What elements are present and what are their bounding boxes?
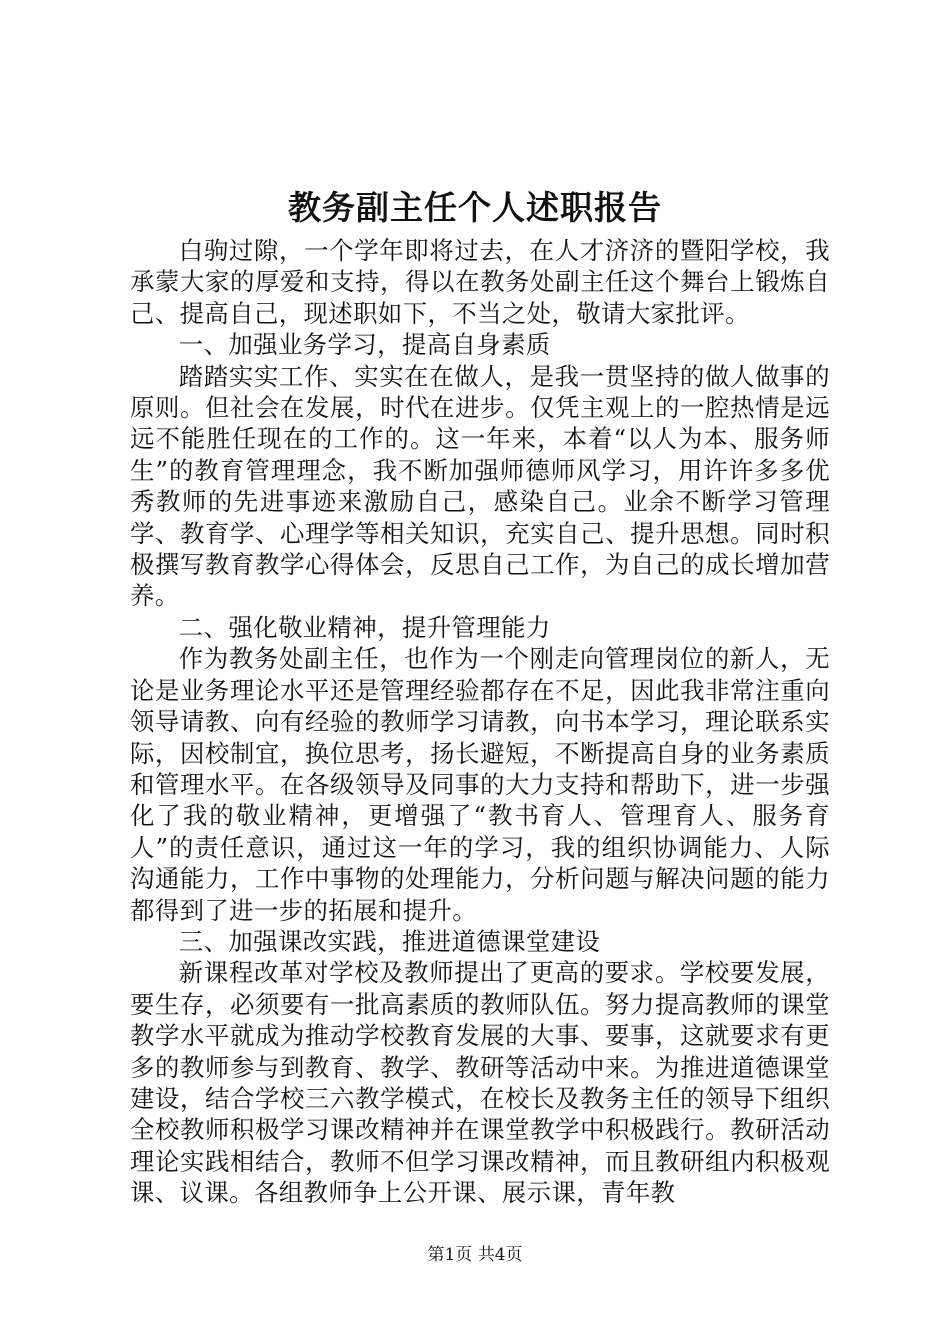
paragraph-section-3: 新课程改革对学校及教师提出了更高的要求。学校要发展，要生存，必须要有一批高素质的教师队伍。努力提高教师的课堂教学水平就成为推动学校教育发展的大事、要事，这就要求有更多的教师参与到教育、教学、教研等活动中来。为推进道德课堂建设，结合学校三六教学模式，在校长及教务主任的领导下组织全校教师积极学习课改精神并在课堂教学中积极践行。教研活动理论实践相结合，教师不但学习课改精神，而且教研组内积极观课、议课。各组教师争上公开课、展示课，青年教 — [130, 958, 830, 1208]
paragraph-intro: 白驹过隙，一个学年即将过去，在人才济济的暨阳学校，我承蒙大家的厚爱和支持，得以在教务处副主任这个舞台上锻炼自己、提高自己，现述职如下，不当之处，敬请大家批评。 — [130, 236, 830, 328]
section-heading-1: 一、加强业务学习，提高自身素质 — [178, 330, 551, 360]
document-body — [130, 235, 830, 1209]
page-footer: 第1页 共4页 — [427, 1245, 523, 1265]
section-heading-2: 二、强化敬业精神，提升管理能力 — [178, 612, 551, 642]
document-title: 教务副主任个人述职报告 — [288, 188, 662, 227]
paragraph-section-2: 作为教务处副主任，也作为一个刚走向管理岗位的新人，无论是业务理论水平还是管理经验都存在不足，因此我非常注重向领导请教、向有经验的教师学习请教，向书本学习，理论联系实际，因校制宜，换位思考，扬长避短，不断提高自身的业务素质和管理水平。在各级领导及同事的大力支持和帮助下，进一步强化了我的敬业精神，更增强了“教书育人、管理育人、服务育人”的责任意识，通过这一年的学习，我的组织协调能力、人际沟通能力，工作中事物的处理能力，分析问题与解决问题的能力都得到了进一步的拓展和提升。 — [130, 644, 830, 925]
section-heading-3: 三、加强课改实践，推进道德课堂建设 — [178, 926, 601, 956]
paragraph-section-1: 踏踏实实工作、实实在在做人，是我一贯坚持的做人做事的原则。但社会在发展，时代在进步。仅凭主观上的一腔热情是远远不能胜任现在的工作的。这一年来，本着“以人为本、服务师生”的教育管理理念，我不断加强师德师风学习，用许许多多优秀教师的先进事迹来激励自己，感染自己。业余不断学习管理学、教育学、心理学等相关知识，充实自己、提升思想。同时积极撰写教育教学心得体会，反思自己工作，为自己的成长增加营养。 — [130, 361, 830, 611]
